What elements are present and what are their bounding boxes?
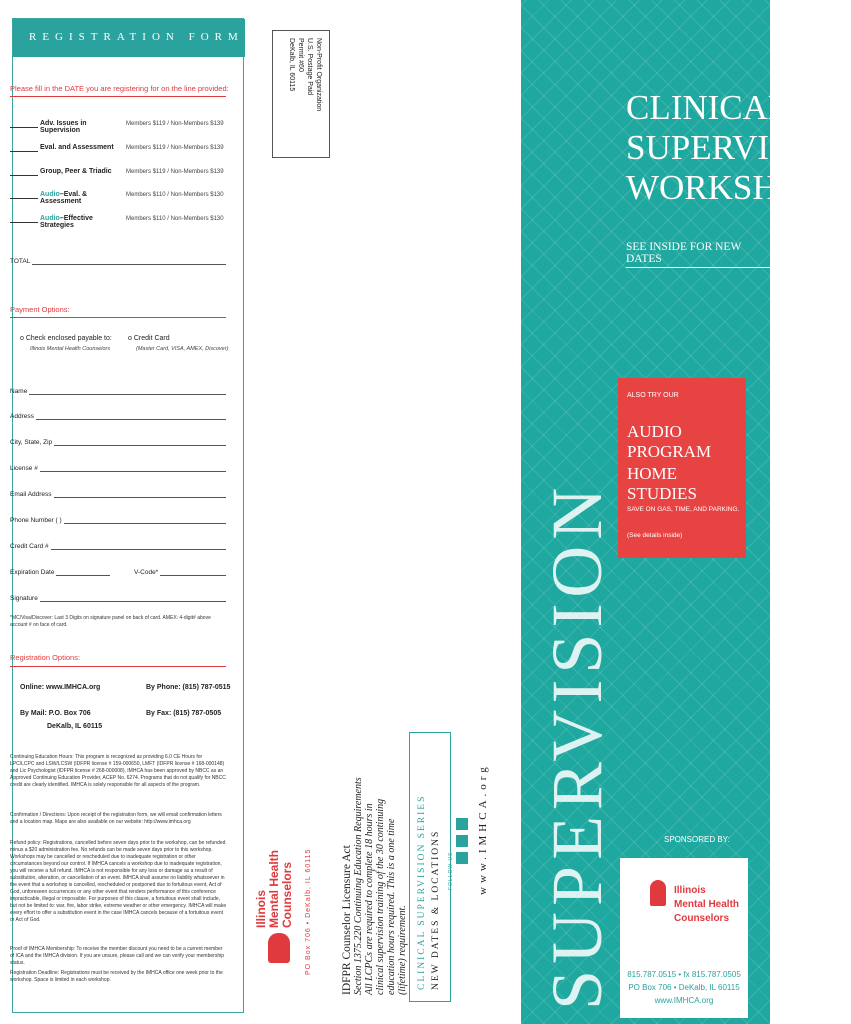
phone-field[interactable]: Phone Number ( ) xyxy=(10,517,226,524)
deadline-text: Registration Deadline: Registrations must be received by the IMHCA office one week prior to the workshop. Space is limited in each workshop. xyxy=(10,970,223,983)
date-blank[interactable] xyxy=(10,120,38,128)
course-price: Members $119 / Non-Members $139 xyxy=(126,145,224,151)
course-line[interactable] xyxy=(10,215,230,229)
supervision-watermark: SUPERVISION xyxy=(537,481,617,1010)
phone-option: By Phone: (815) 787-0515 xyxy=(146,684,231,691)
license-field[interactable]: License # xyxy=(10,465,226,472)
fax-option: By Fax: (815) 787-0505 xyxy=(146,710,222,717)
credit-card-option[interactable]: o Credit Card (Master Card, VISA, AMEX, Discover) xyxy=(128,335,229,352)
course-line[interactable] xyxy=(10,120,230,134)
course-price: Members $110 / Non-Members $130 xyxy=(126,216,224,222)
check-option[interactable]: o Check enclosed payable to: Illinois Mental Health Counselors xyxy=(20,335,112,352)
linkedin-icon[interactable] xyxy=(456,818,468,830)
course-price: Members $110 / Non-Members $130 xyxy=(126,192,224,198)
course-name: Adv. Issues in Supervision xyxy=(40,120,87,134)
sponsor-contact: 815.787.0515 • fx 815.787.0505 PO Box 706 • DeKalb, IL 60115 www.IMHCA.org xyxy=(627,970,741,1005)
course-line[interactable] xyxy=(10,144,230,152)
refund-policy-text: Refund policy: Registrations, cancelled before seven days prior to the workshop, can be refunded minus a $20 administration fee. No refunds can be made seven days prior to this workshop. Workshops may be cancelled or rescheduled due to inadequate registration or other circumstances beyond our control. If IMHCA cancels a workshop due to inadequate registration, you will receive a full refund. IMHCA is not responsible for any loss or damage as a result of substitution, alteration, or cancellation of an event. IMHCA shall assume no liability whatsoever in the event that a workshop is cancelled, rescheduled or postponed due to fortuitous event, Act of God, unforeseen occurrences or any other event that renders performance of this conference impracticable, illegal or impossible. For purposes of this clause, a fortuitous event shall include, but not be limited to: war, fire, labor strike, extreme weather or other emergency. IMHCA will make every effort to offer a substitution event in the case IMHCA cancels because of a fortuitous event or Act of God. xyxy=(10,840,227,923)
org-name: Illinois Mental Health Counselors xyxy=(254,849,294,928)
vcode-footnote: *MC/Visa/Discover: Last 3 Digits on signature panel on back of card. AMEX: 4-digit# above account # on face of card. xyxy=(10,615,211,628)
sponsored-by-label: SPONSORED BY: xyxy=(664,835,730,844)
signature-field[interactable]: Signature xyxy=(10,595,226,602)
imhca-logo-icon xyxy=(650,880,666,906)
audio-promo-box: ALSO TRY OUR AUDIO PROGRAM HOME STUDIES SAVE ON GAS, TIME, AND PARKING. (See details inside) xyxy=(618,378,746,558)
confirmation-text: Confirmation / Directions: Upon receipt of the registration form, we will email confirmation letters and a location map. Maps are also available on our website: http://www.imhca.org xyxy=(10,812,222,825)
course-name: Audio–Effective Strategies xyxy=(40,215,93,229)
date-blank[interactable] xyxy=(10,191,38,199)
membership-proof-text: Proof of IMHCA Membership: To receive the member discount you need to be a current member of ICA and the IMHCA division. If you are unsure, please call and we can verify your membership status. xyxy=(10,946,224,966)
expiration-field[interactable]: Expiration Date xyxy=(10,569,110,576)
divider xyxy=(10,96,226,97)
mail-option: By Mail: P.O. Box 706 xyxy=(20,710,91,717)
credit-card-field[interactable]: Credit Card # xyxy=(10,543,226,550)
registration-form-header: REGISTRATION FORM xyxy=(13,19,245,57)
ce-hours-text: Continuing Education Hours: This program is recognized as providing 6.0 CE Hours for LPC/LCPC and LSW/LCSW (IDFPR license # 159-000650, LMFT (IDFPR license # 168-000148) and Lic Psychologist (IDFPR license # 268-000008), IMHCA has been approved by NBCC as an Approved Continuing Education Provider, ACEP No. 6274. Programs that do not qualify for NBCC credit are clearly identified. IMHCA is solely responsible for all aspects of the program. xyxy=(10,754,226,788)
vcode-field[interactable]: V-Code* xyxy=(134,569,226,576)
follow-us-label: FOLLOW US xyxy=(448,851,454,890)
payment-options-title: Payment Options: xyxy=(10,305,70,314)
series-text: CLINICAL SUPERVISION SERIES NEW DATES & LOCATIONS xyxy=(417,794,441,990)
divider xyxy=(10,666,226,667)
name-field[interactable]: Name xyxy=(10,388,226,395)
course-price: Members $119 / Non-Members $139 xyxy=(126,169,224,175)
course-price: Members $119 / Non-Members $139 xyxy=(126,121,224,127)
address-field[interactable]: Address xyxy=(10,413,226,420)
mail-option-city: DeKalb, IL 60115 xyxy=(47,723,103,730)
registration-options-title: Registration Options: xyxy=(10,653,81,662)
total-field[interactable]: TOTAL xyxy=(10,258,226,265)
date-blank[interactable] xyxy=(10,168,38,176)
sponsor-box xyxy=(620,858,748,1018)
course-name: Eval. and Assessment xyxy=(40,144,114,151)
divider xyxy=(10,317,226,318)
date-blank[interactable] xyxy=(10,215,38,223)
course-line[interactable] xyxy=(10,191,230,205)
online-option: Online: www.IMHCA.org xyxy=(20,684,101,691)
website-text[interactable]: www.IMHCA.org xyxy=(477,763,489,895)
twitter-icon[interactable] xyxy=(456,835,468,847)
city-state-zip-field[interactable]: City, State, Zip xyxy=(10,439,226,446)
postage-text: Non-Profit Organization U.S. Postage Paid Permit #60 DeKalb, IL 60115 xyxy=(288,38,322,112)
see-inside-text: SEE INSIDE FOR NEW DATES xyxy=(626,241,770,268)
course-name: Audio–Eval. & Assessment xyxy=(40,191,88,205)
date-blank[interactable] xyxy=(10,144,38,152)
sponsor-name: Illinois Mental Health Counselors xyxy=(674,885,740,924)
instruction-text: Please fill in the DATE you are registering for on the line provided: xyxy=(10,84,229,93)
org-address: PO Box 706 • DeKalb, IL 60115 xyxy=(305,848,312,975)
course-name: Group, Peer & Triadic xyxy=(40,168,112,175)
imhca-logo-icon xyxy=(268,933,290,963)
email-field[interactable]: Email Address xyxy=(10,491,226,498)
course-line[interactable] xyxy=(10,168,230,176)
cover-title: CLINICAL SUPERVISION WORKSHOPS xyxy=(626,88,851,207)
facebook-icon[interactable] xyxy=(456,852,468,864)
idfpr-statement: IDFPR Counselor Licensure Act Section 1375.220 Continuing Education Requirements All LCPCs are required to complete 18 hours in clinical supervision training of the 30 continuing education hours required. This is a one time (lifetime) requirement. xyxy=(341,777,408,995)
